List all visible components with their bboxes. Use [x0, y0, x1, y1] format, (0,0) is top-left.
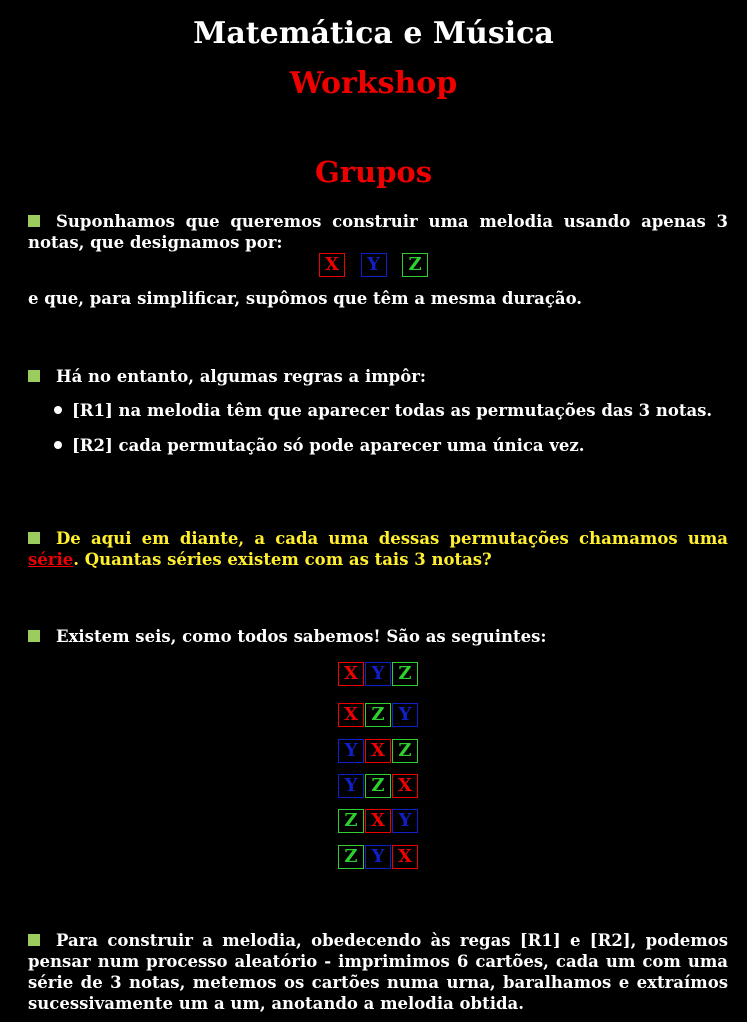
round-bullet-icon	[54, 441, 62, 449]
permutation-row	[338, 662, 419, 686]
note-box: Z	[338, 809, 364, 833]
paragraph-4-text: Existem seis, como todos sabemos! São as seguintes:	[56, 627, 547, 646]
rule-r2-text: [R2] cada permutação só pode aparecer uma única vez.	[72, 436, 585, 455]
note-box: X	[392, 774, 418, 798]
square-bullet-icon	[28, 532, 40, 544]
note-x-box: X	[319, 253, 345, 277]
note-box: Z	[392, 662, 418, 686]
serie-link[interactable]: série	[28, 550, 74, 569]
permutation-row	[338, 774, 419, 798]
rule-r2	[54, 435, 585, 456]
permutation-row	[338, 703, 419, 727]
note-box: Y	[338, 739, 364, 763]
note-z-box: Z	[402, 253, 428, 277]
square-bullet-icon	[28, 370, 40, 382]
note-box: Y	[338, 774, 364, 798]
permutation-row	[338, 739, 419, 763]
note-box: Y	[392, 703, 418, 727]
note-box: Z	[338, 845, 364, 869]
note-box: X	[365, 739, 391, 763]
paragraph-1-text: Suponhamos que queremos construir uma melodia usando apenas 3 notas, que designamos por:	[28, 212, 728, 252]
paragraph-3	[28, 528, 728, 570]
paragraph-1-continued: e que, para simplificar, supômos que têm a mesma duração.	[28, 289, 583, 308]
note-box: X	[392, 845, 418, 869]
note-box: Z	[392, 739, 418, 763]
permutation-row	[338, 809, 419, 833]
permutation-row	[338, 845, 419, 869]
square-bullet-icon	[28, 630, 40, 642]
paragraph-2-text: Há no entanto, algumas regras a impôr:	[56, 367, 427, 386]
note-box: Z	[365, 774, 391, 798]
note-box: X	[338, 703, 364, 727]
note-box: X	[338, 662, 364, 686]
square-bullet-icon	[28, 215, 40, 227]
rule-r1	[54, 400, 712, 421]
round-bullet-icon	[54, 406, 62, 414]
paragraph-2	[28, 366, 728, 387]
notes-row	[0, 253, 747, 277]
paragraph-3-before: De aqui em diante, a cada uma dessas permutações chamamos uma	[56, 529, 728, 548]
paragraph-5-text: Para construir a melodia, obedecendo às regas [R1] e [R2], podemos pensar num processo aleatório - imprimimos 6 cartões, cada um com uma série de 3 notas, metemos os cartões numa urna, baralhamos e extraímos sucessivamente um a um, anotando a melodia obtida.	[28, 931, 728, 1013]
paragraph-4	[28, 626, 728, 647]
note-box: Y	[365, 662, 391, 686]
paragraph-1	[28, 211, 728, 253]
note-box: Z	[365, 703, 391, 727]
paragraph-5	[28, 930, 728, 1014]
rule-r1-text: [R1] na melodia têm que aparecer todas as permutações das 3 notas.	[72, 401, 713, 420]
page-subtitle: Workshop	[289, 66, 458, 101]
paragraph-3-after: . Quantas séries existem com as tais 3 notas?	[73, 550, 492, 569]
page-title: Matemática e Música	[193, 16, 554, 51]
note-y-box: Y	[361, 253, 387, 277]
note-box: Y	[392, 809, 418, 833]
square-bullet-icon	[28, 934, 40, 946]
note-box: X	[365, 809, 391, 833]
section-heading: Grupos	[314, 155, 433, 189]
note-box: Y	[365, 845, 391, 869]
